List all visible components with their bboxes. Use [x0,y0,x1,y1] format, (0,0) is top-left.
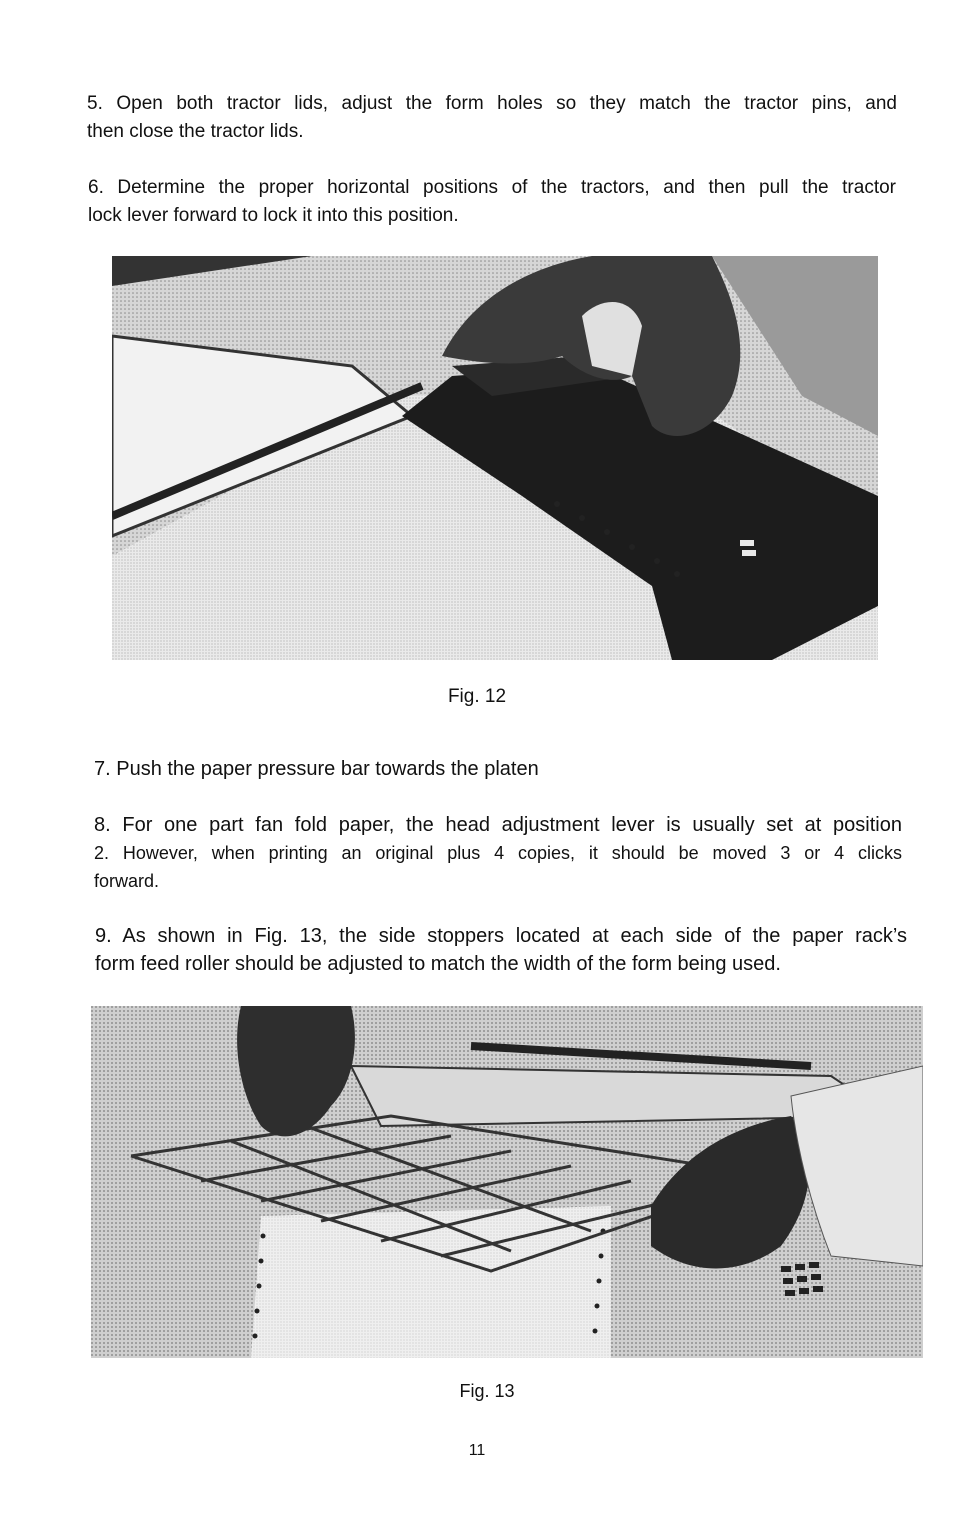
step-9-paragraph [95,922,907,978]
step-7-paragraph [94,755,906,783]
step-5-line-1: 5. Open both tractor lids, adjust the form holes so they match the tractor pins, and [87,93,897,114]
figure-12-illustration [112,256,878,660]
figure-13-caption [10,1381,954,1402]
page-number: 11 [468,1442,486,1459]
step-8-line-3: forward. [94,871,160,891]
step-6-line-1: 6. Determine the proper horizontal positions of the tractors, and then pull the tractor [88,177,896,198]
step-7-line-1: 7. Push the paper pressure bar towards the platen [94,758,539,780]
step-8-paragraph [94,811,902,895]
step-9-line-2: form feed roller should be adjusted to match the width of the form being used. [95,953,781,975]
figure-12-photo [112,256,878,660]
step-9-line-1: 9. As shown in Fig. 13, the side stoppers located at each side of the paper rack’s [95,925,907,947]
figure-12-caption: Fig. 12 [447,686,507,707]
step-5-line-2: then close the tractor lids. [87,121,304,142]
step-6-line-2: lock lever forward to lock it into this position. [88,205,459,226]
step-8-line-2: 2. However, when printing an original plus 4 copies, it should be moved 3 or 4 clicks [94,843,902,863]
figure-13-caption-text: Fig. 13 [459,1381,515,1401]
figure-13-illustration [91,1006,923,1358]
step-8-line-1: 8. For one part fan fold paper, the head adjustment lever is usually set at position [94,814,902,836]
figure-13-photo [91,1006,923,1358]
step-5-paragraph [87,90,897,146]
step-6-paragraph [88,174,896,230]
